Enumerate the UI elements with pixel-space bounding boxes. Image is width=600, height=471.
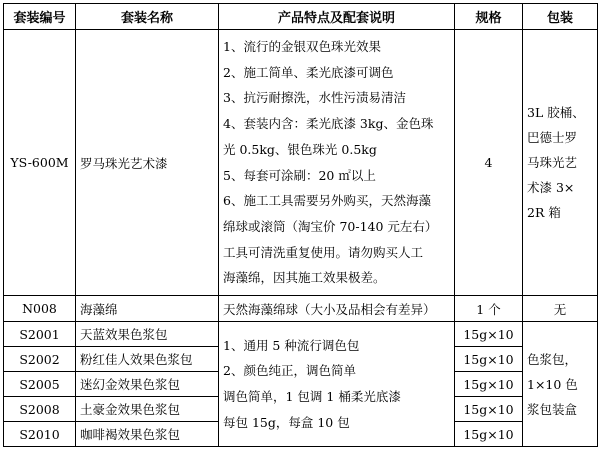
paste-spec: 15g×10 [455,322,523,347]
packaging-line: 马珠光艺 [527,155,578,170]
paste-packaging-line: 浆包装盒 [527,401,578,417]
paste-name: 天蓝效果色浆包 [76,322,219,347]
main-spec: 4 [455,30,523,296]
feature-line: 4、套装内含：柔光底漆 3kg、金色珠 [223,116,434,132]
main-name: 罗马珠光艺术漆 [76,30,219,296]
main-code: YS-600M [4,30,76,296]
paste-spec: 15g×10 [455,372,523,397]
paste-feature-line: 每包 15g，每盒 10 包 [223,414,350,430]
paste-code: S2008 [4,397,76,422]
sponge-spec: 1 个 [455,296,523,322]
header-code: 套装编号 [4,4,76,30]
feature-line: 5、每套可涂刷：20 ㎡以上 [223,167,376,183]
product-table [3,3,598,447]
paste-features [219,322,455,447]
packaging-line: 2R 箱 [527,205,561,220]
header-packaging: 包装 [523,4,598,30]
paste-code: S2010 [4,422,76,447]
paste-feature-line: 2、颜色纯正，调色简单 [223,363,356,379]
header-spec: 规格 [455,4,523,30]
paste-feature-line: 1、通用 5 种流行调色包 [223,337,360,353]
feature-line: 3、抗污耐擦洗，水性污渍易清洁 [223,90,406,106]
header-row [4,4,598,30]
paste-code: S2002 [4,347,76,372]
packaging-line: 巴德士罗 [527,130,578,145]
paste-packaging-line: 1×10 色 [527,376,578,392]
main-features [219,30,455,296]
paste-name: 迷幻金效果色浆包 [76,372,219,397]
feature-line: 绵球或滚筒（淘宝价 70-140 元左右） [223,218,438,234]
feature-line: 工具可清洗重复使用。请勿购买人工 [223,244,424,260]
paste-feature-line: 调色简单，1 包调 1 桶柔光底漆 [223,389,401,404]
paste-code: S2001 [4,322,76,347]
main-product-row [4,30,598,296]
sponge-code: N008 [4,296,76,322]
paste-packaging-line: 色浆包， [527,351,578,367]
packaging-line: 3L 胶桶、 [527,105,585,120]
feature-line: 光 0.5kg、银色珠光 0.5kg [223,141,377,157]
sponge-name: 海藻绵 [76,296,219,322]
header-features: 产品特点及配套说明 [219,4,455,30]
feature-line: 海藻绵，因其施工效果极差。 [223,270,386,286]
feature-line: 2、施工简单、柔光底漆可调色 [223,64,394,80]
paste-spec: 15g×10 [455,397,523,422]
main-packaging [523,30,598,296]
paste-spec: 15g×10 [455,422,523,447]
paste-packaging [523,322,598,447]
sponge-packaging: 无 [523,296,598,322]
product-table-container [3,3,598,447]
paste-name: 粉红佳人效果色浆包 [76,347,219,372]
sponge-desc: 天然海藻绵球（大小及品相会有差异） [219,296,455,322]
feature-line: 6、施工工具需要另外购买，天然海藻 [223,193,431,209]
paste-row [4,322,598,347]
feature-line: 1、流行的金银双色珠光效果 [223,38,381,54]
paste-name: 咖啡褐效果色浆包 [76,422,219,447]
paste-spec: 15g×10 [455,347,523,372]
packaging-line: 术漆 3× [527,180,575,195]
sponge-row [4,296,598,322]
paste-name: 土豪金效果色浆包 [76,397,219,422]
header-name: 套装名称 [76,4,219,30]
paste-code: S2005 [4,372,76,397]
